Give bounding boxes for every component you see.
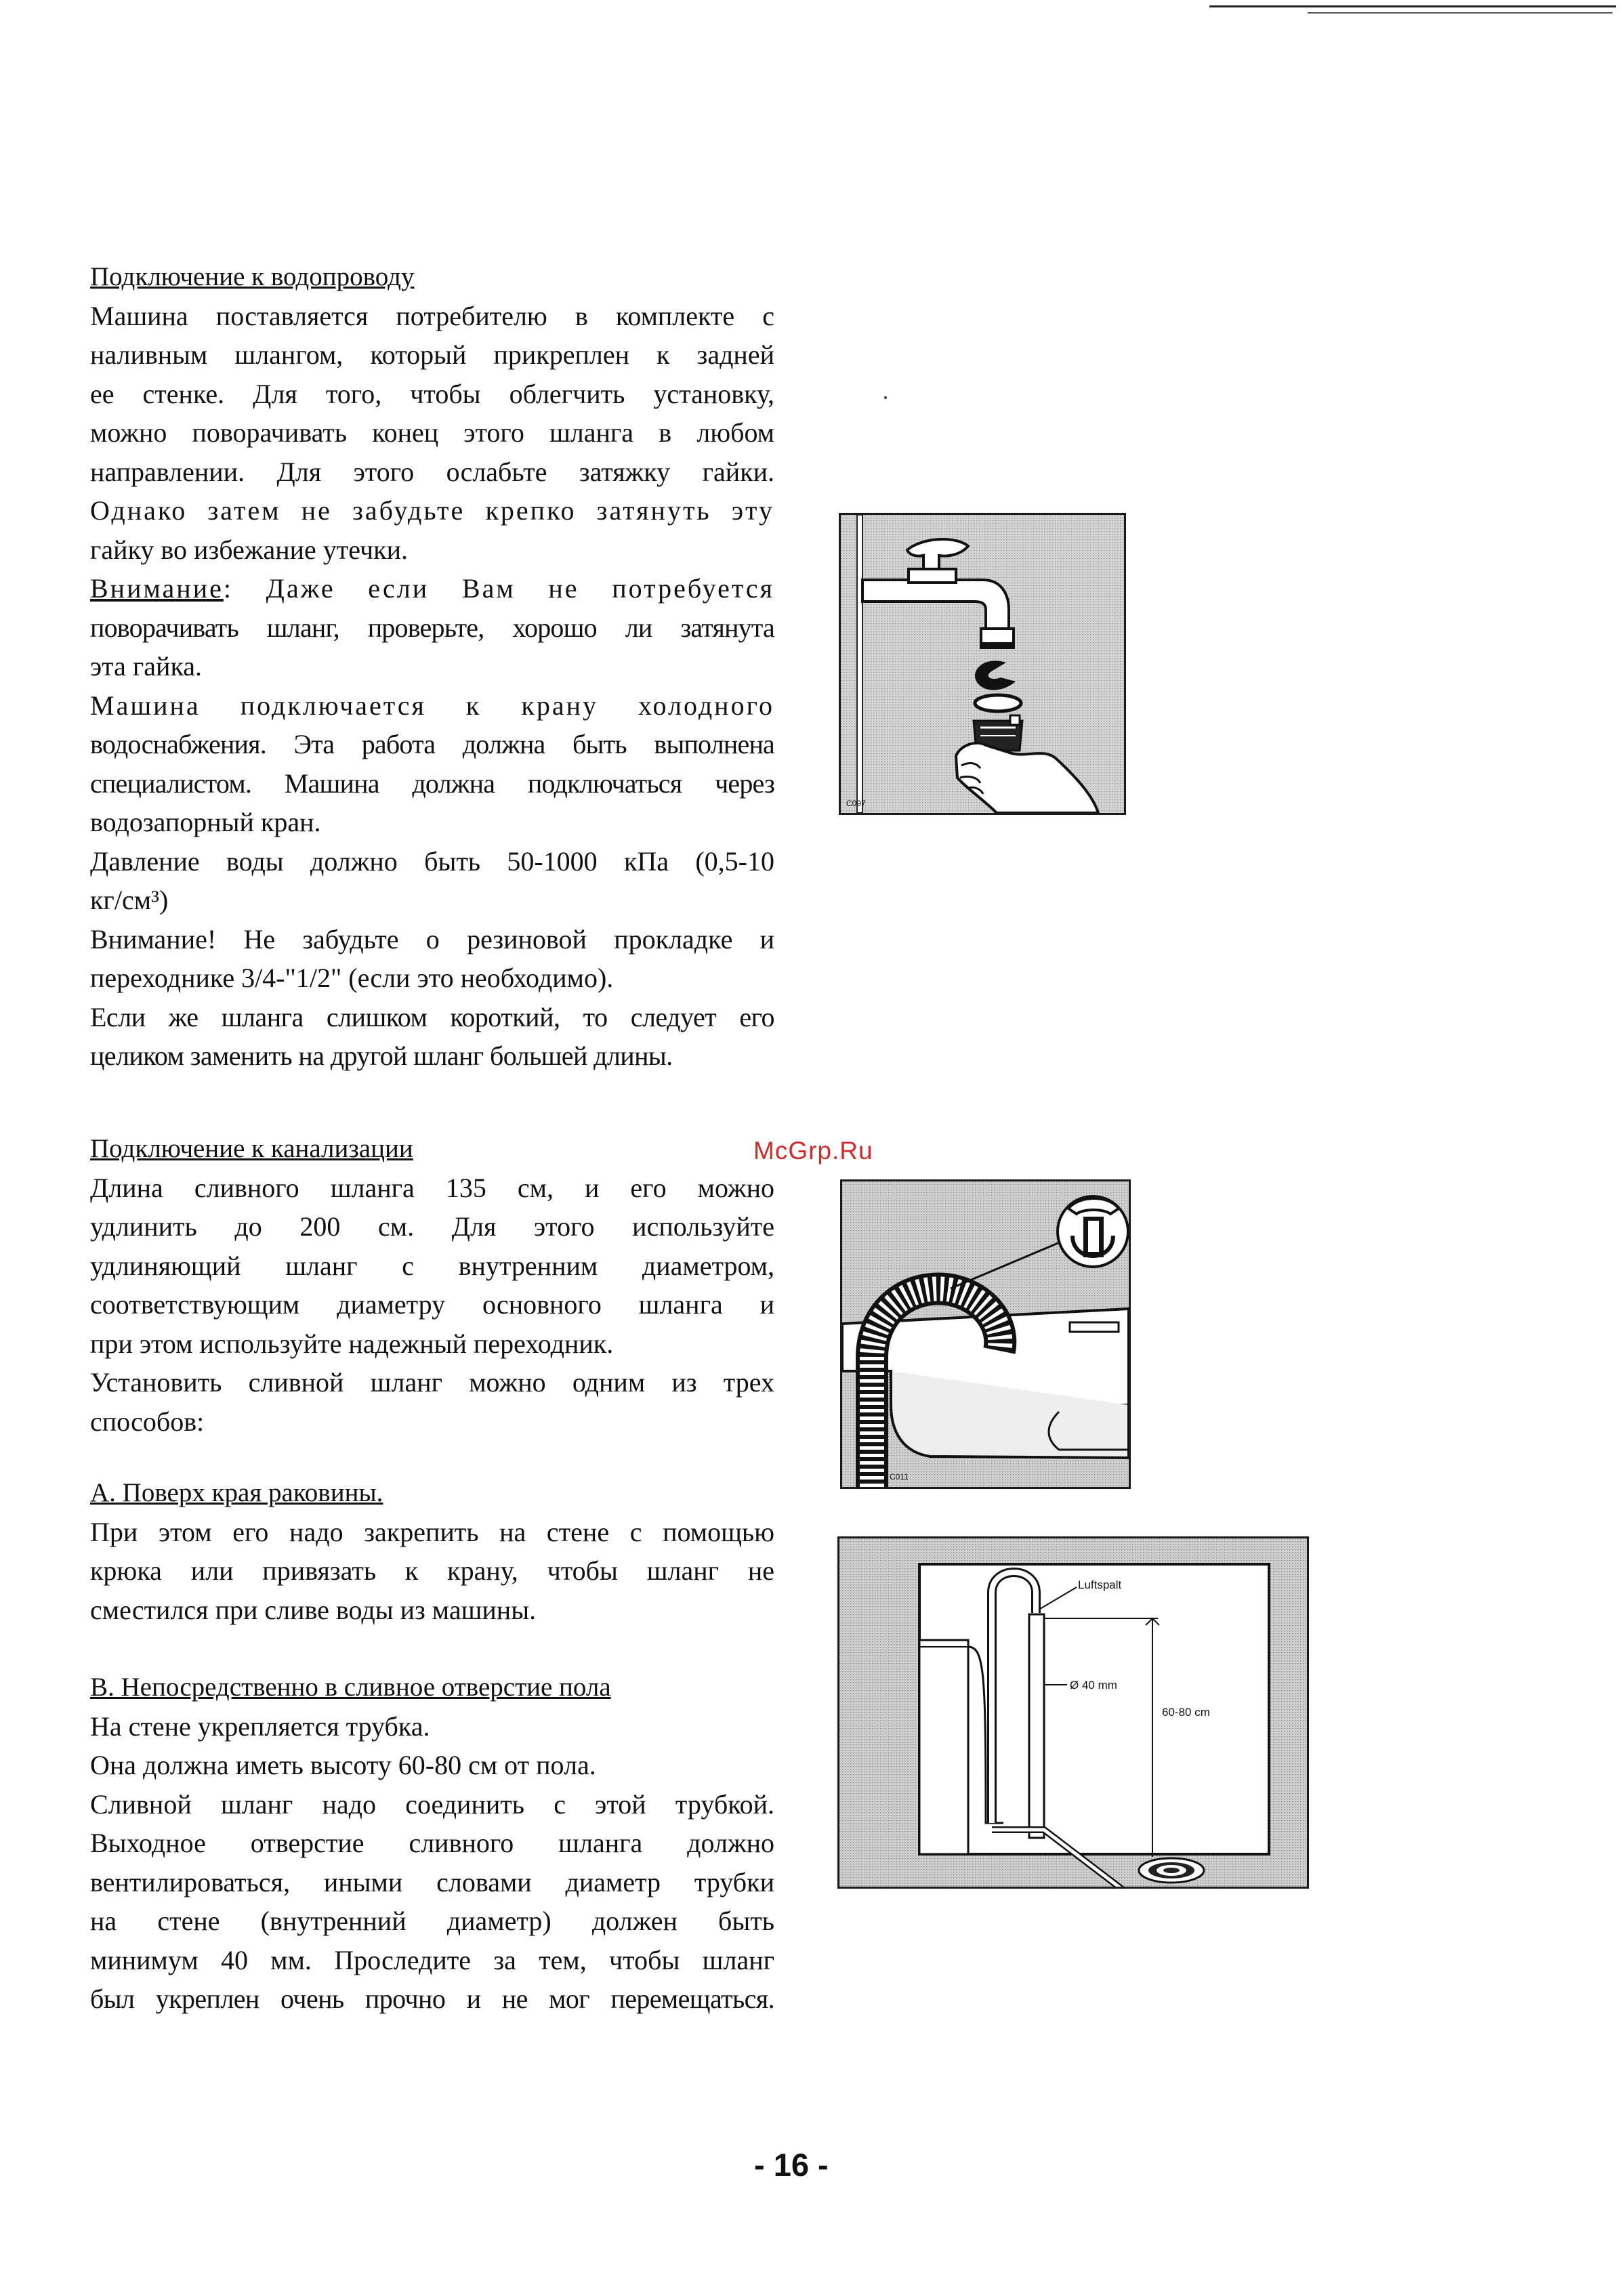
body-line: Если же шланга слишком короткий, то следует его: [90, 1001, 774, 1032]
page-number: - 16 -: [754, 2147, 829, 2183]
sewer-heading: Подключение к канализации: [90, 1134, 413, 1163]
hook-detail-icon: [1058, 1196, 1128, 1267]
height-label: 60-80 cm: [1162, 1706, 1210, 1719]
body-line: соответствующим диаметру основного шланга и: [90, 1289, 774, 1320]
body-line: был укреплен очень прочно и не мог перемещаться.: [90, 1984, 774, 2014]
body-line: специалистом. Машина должна подключаться через: [90, 768, 774, 799]
body-line: можно поворачивать конец этого шланга в любом: [90, 417, 774, 448]
attention-line: [90, 569, 774, 608]
body-line: Машина подключается к крану холодного: [90, 690, 774, 721]
body-line: На стене укрепляется трубка.: [90, 1711, 430, 1742]
top-rule: [1209, 5, 1616, 7]
pressure-line: кг/см³): [90, 885, 169, 915]
option-b-section: [90, 1668, 774, 2019]
top-rule-short: [1308, 12, 1612, 14]
body-line: вентилироваться, иными словами диаметр трубки: [90, 1866, 774, 1897]
body-line: Она должна иметь высоту 60-80 см от пола.: [90, 1750, 596, 1780]
body-line: водозапорный кран.: [90, 807, 321, 837]
body-line: Выходное отверстие сливного шланга должно: [90, 1828, 774, 1858]
body-line: гайку во избежание утечки.: [90, 534, 408, 565]
option-a-section: [90, 1473, 774, 1629]
body-line: при этом используйте надежный переходник.: [90, 1328, 614, 1359]
attention-text: : Даже если Вам не потребуется: [223, 573, 774, 604]
body-line: При этом его надо закрепить на стене с помощью: [90, 1516, 774, 1547]
water-supply-section: [90, 257, 774, 1076]
pressure-line: Давление воды должно быть 50-1000 кПа (0,5-10: [90, 845, 774, 877]
body-line: способов:: [90, 1406, 205, 1437]
body-line: Внимание! Не забудьте о резиновой прокладке и: [90, 923, 774, 954]
sewer-section: [90, 1129, 774, 1441]
body-line: крюка или привязать к крану, чтобы шланг не: [90, 1555, 774, 1586]
body-line: удлинить до 200 см. Для этого используйте: [90, 1211, 774, 1242]
body-line: направлении. Для этого ослабьте затяжку гайки.: [90, 456, 774, 487]
body-line: Однако затем не забудьте крепко затянуть эту: [90, 495, 774, 526]
body-line: поворачивать шланг, проверьте, хорошо ли затянута: [90, 612, 774, 643]
sink-illustration: [842, 1181, 1129, 1487]
diameter-label: Ø 40 mm: [1070, 1679, 1117, 1692]
figure-code: C011: [890, 1472, 909, 1482]
floor-drain-illustration: [839, 1538, 1307, 1887]
sink-figure: [840, 1179, 1131, 1489]
body-line: на стене (внутренний диаметр) должен быть: [90, 1906, 774, 1936]
body-line: целиком заменить на другой шланг большей длины.: [90, 1041, 673, 1071]
option-a-heading: A. Поверх края раковины.: [90, 1478, 383, 1507]
figure-code: C097: [846, 799, 866, 808]
body-line: Сливной шланг надо соединить с этой трубкой.: [90, 1788, 774, 1820]
body-line: водоснабжения. Эта работа должна быть выполнена: [90, 729, 774, 759]
body-line: удлиняющий шланг с внутренним диаметром,: [90, 1250, 774, 1281]
body-line: сместился при сливе воды из машины.: [90, 1594, 537, 1625]
body-line: эта гайка.: [90, 651, 203, 681]
body-line: наливным шлангом, который прикреплен к задней: [90, 339, 774, 370]
body-line: Длина сливного шланга 135 см, и его можно: [90, 1172, 774, 1203]
floor-drain-icon: [1139, 1858, 1204, 1883]
body-line: Установить сливной шланг можно одним из трех: [90, 1367, 774, 1398]
tap-figure: [839, 513, 1126, 815]
body-line: ее стенке. Для того, чтобы облегчить установку,: [90, 378, 774, 409]
watermark: McGrp.Ru: [753, 1137, 873, 1165]
body-line: Машина поставляется потребителю в комплекте с: [90, 300, 774, 331]
water-supply-heading: Подключение к водопроводу: [90, 262, 415, 291]
tap-illustration: [841, 515, 1124, 813]
scan-speck: [884, 396, 887, 399]
body-line: переходнике 3/4-"1/2" (если это необходимо).: [90, 963, 614, 993]
air-gap-label: Luftspalt: [1078, 1578, 1122, 1591]
attention-label: Внимание: [90, 573, 224, 604]
option-b-heading: B. Непосредственно в сливное отверстие пола: [90, 1673, 611, 1702]
body-line: минимум 40 мм. Проследите за тем, чтобы шланг: [90, 1944, 774, 1975]
floor-drain-figure: [837, 1536, 1309, 1889]
room-outline: [919, 1564, 1269, 1854]
